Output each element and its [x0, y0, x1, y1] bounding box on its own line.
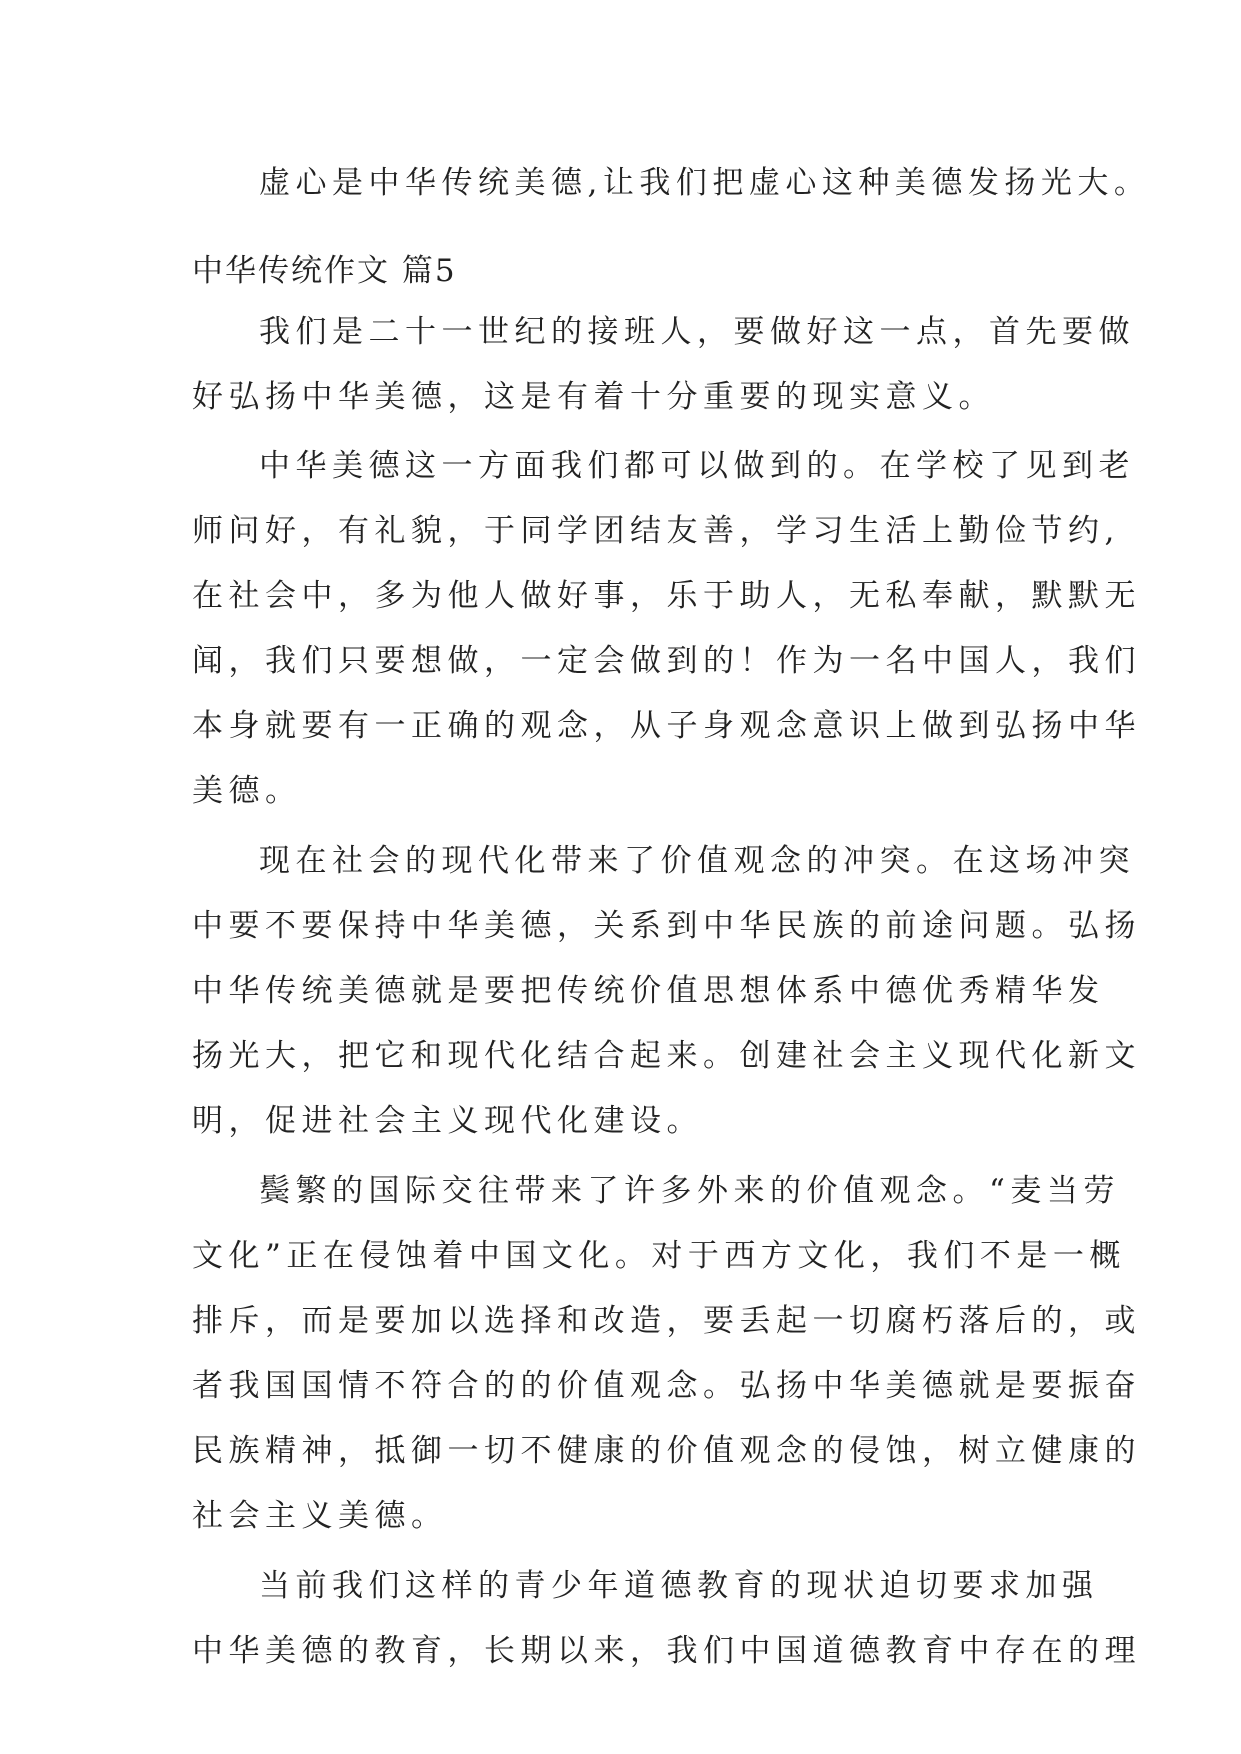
- paragraph-2-line-5: 本身就要有一正确的观念，从子身观念意识上做到弘扬中华: [192, 708, 1141, 744]
- paragraph-3-line-1: 现在社会的现代化带来了价值观念的冲突。在这场冲突: [259, 843, 1135, 879]
- paragraph-3-line-4: 扬光大，把它和现代化结合起来。创建社会主义现代化新文: [192, 1038, 1141, 1074]
- paragraph-4-line-5: 民族精神，抵御一切不健康的价值观念的侵蚀，树立健康的: [192, 1433, 1141, 1469]
- paragraph-4-line-4: 者我国国情不符合的的价值观念。弘扬中华美德就是要振奋: [192, 1368, 1141, 1404]
- paragraph-4-line-2: 文化”正在侵蚀着中国文化。对于西方文化，我们不是一概: [192, 1238, 1126, 1274]
- paragraph-4-line-3: 排斥，而是要加以选择和改造，要丢起一切腐朽落后的，或: [192, 1303, 1141, 1339]
- paragraph-4-line-1: 鬓繁的国际交往带来了许多外来的价值观念。“麦当劳: [259, 1173, 1120, 1209]
- paragraph-2-line-6: 美德。: [192, 773, 302, 809]
- paragraph-5-line-1: 当前我们这样的青少年道德教育的现状迫切要求加强: [259, 1568, 1099, 1604]
- continuation-line: 虚心是中华传统美德,让我们把虚心这种美德发扬光大。: [259, 165, 1151, 201]
- paragraph-5-line-2: 中华美德的教育，长期以来，我们中国道德教育中存在的理: [192, 1633, 1141, 1669]
- paragraph-1-line-1: 我们是二十一世纪的接班人，要做好这一点，首先要做: [259, 314, 1135, 350]
- paragraph-2-line-2: 师问好，有礼貌，于同学团结友善，学习生活上勤俭节约,: [192, 513, 1120, 549]
- paragraph-1-line-2: 好弘扬中华美德，这是有着十分重要的现实意义。: [192, 379, 995, 415]
- paragraph-4-line-6: 社会主义美德。: [192, 1498, 448, 1534]
- paragraph-2-line-4: 闻，我们只要想做，一定会做到的！作为一名中国人，我们: [192, 643, 1141, 679]
- paragraph-2-line-3: 在社会中，多为他人做好事，乐于助人，无私奉献，默默无: [192, 578, 1141, 614]
- section-heading: 中华传统作文 篇5: [192, 253, 457, 289]
- paragraph-3-line-2: 中要不要保持中华美德，关系到中华民族的前途问题。弘扬: [192, 908, 1141, 944]
- paragraph-3-line-3: 中华传统美德就是要把传统价值思想体系中德优秀精华发: [192, 973, 1105, 1009]
- paragraph-3-line-5: 明，促进社会主义现代化建设。: [192, 1103, 703, 1139]
- paragraph-2-line-1: 中华美德这一方面我们都可以做到的。在学校了见到老: [259, 448, 1135, 484]
